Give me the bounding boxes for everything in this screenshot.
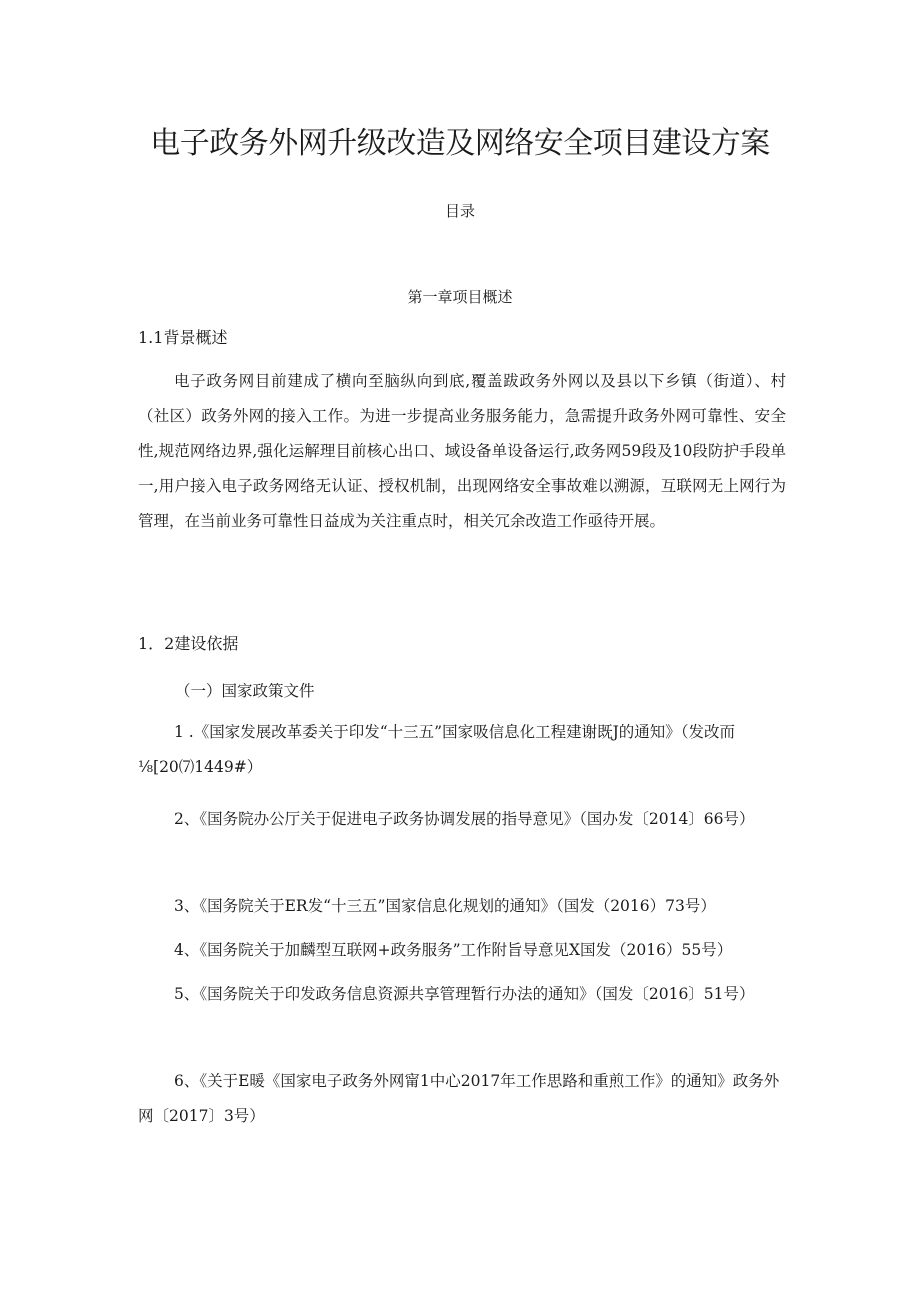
section-heading-1-2: 1．2建设依据 [138, 634, 239, 653]
toc-label: 目录 [444, 202, 475, 220]
reference-item: 6、《关于E暖《国家电子政务外网甯1中心2017年工作思路和重煎工作》的通知》政务外网〔2017〕3号） [138, 1072, 780, 1125]
reference-item: 1 .《国家发展改革委关于印发“十三五”国家吸信息化工程建谢既J的通知》（发改而⅛[20⑺1449#） [138, 723, 736, 776]
reference-item: 2、《国务院办公厅关于促进电子政务协调发展的指导意见》（国办发〔2014〕66号） [174, 810, 755, 828]
reference-item: 4、《国务院关于加麟型互联网+政务服务”工作附旨导意见X国发（2016）55号） [174, 941, 733, 959]
reference-item: 5、《国务院关于印发政务信息资源共享管理暂行办法的通知》（国发〔2016〕51号） [174, 985, 755, 1003]
subheading-national-policy: （一）国家政策文件 [175, 682, 315, 700]
reference-item: 3、《国务院关于ER发“十三五”国家信息化规划的通知》（国发（2016）73号） [174, 897, 716, 915]
background-paragraph: 电子政务网目前建成了横向至脑纵向到底,覆盖跋政务外网以及县以下乡镇（街道）、村（社区）政务外网的接入工作。为进一步提高业务服务能力，急需提升政务外网可靠性、安全性,规范网络边界,强化运解理目前核心出口、域设备单设备运行,政务网59段及10段防护手段单一,用户接入电子政务网络无认证、授权机制，出现网络安全事故难以溯源，互联网无上网行为管理，在当前业务可靠性日益成为关注重点时，相关冗余改造工作亟待开展。 [138, 372, 786, 530]
document-title: 电子政务外网升级改造及网络安全项目建设方案 [150, 126, 770, 161]
section-heading-1-1: 1.1背景概述 [138, 328, 228, 347]
chapter-title: 第一章项目概述 [407, 288, 513, 306]
